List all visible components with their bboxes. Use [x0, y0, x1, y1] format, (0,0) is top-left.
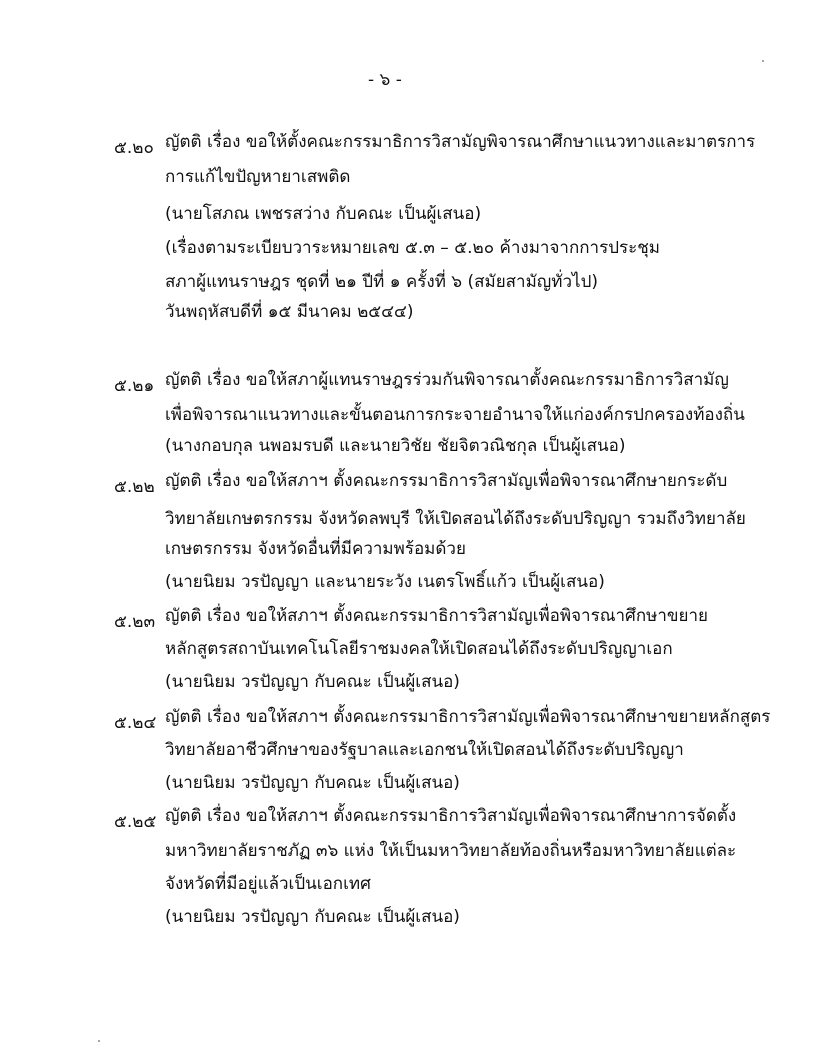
agenda-item-title: ญัตติ เรื่อง ขอให้สภาผู้แทนราษฎรร่วมกันพิจารณาตั้งคณะกรรมาธิการวิสามัญ	[165, 370, 729, 390]
agenda-item-title-cont: การแก้ไขปัญหายาเสพติด	[165, 167, 351, 187]
agenda-item-title: ญัตติ เรื่อง ขอให้สภาฯ ตั้งคณะกรรมาธิการวิสามัญเพื่อพิจารณาศึกษาการจัดตั้ง	[165, 806, 737, 826]
agenda-item-title: ญัตติ เรื่อง ขอให้สภาฯ ตั้งคณะกรรมาธิการวิสามัญเพื่อพิจารณาศึกษาขยาย	[165, 606, 708, 626]
agenda-item-number: ๕.๒๔	[114, 713, 157, 733]
agenda-item-title: ญัตติ เรื่อง ขอให้สภาฯ ตั้งคณะกรรมาธิการวิสามัญเพื่อพิจารณาศึกษาขยายหลักสูตร	[165, 707, 771, 727]
agenda-item-title-cont: วิทยาลัยเกษตรกรรม จังหวัดลพบุรี ให้เปิดสอนได้ถึงระดับปริญญา รวมถึงวิทยาลัย	[165, 509, 746, 529]
agenda-item-title-cont: หลักสูตรสถาบันเทคโนโลยีราชมงคลให้เปิดสอนได้ถึงระดับปริญญาเอก	[165, 639, 673, 659]
agenda-item-proposer: (นางกอบกุล นพอมรบดี และนายวิชัย ชัยจิตวณิชกุล เป็นผู้เสนอ)	[165, 436, 626, 456]
agenda-item-title-cont: มหาวิทยาลัยราชภัฏ ๓๖ แห่ง ให้เป็นมหาวิทยาลัยท้องถิ่นหรือมหาวิทยาลัยแต่ละ	[165, 841, 737, 861]
agenda-item-title-cont: จังหวัดที่มีอยู่แล้วเป็นเอกเทศ	[165, 874, 371, 894]
scan-speck	[98, 1040, 100, 1042]
agenda-item-proposer: (นายนิยม วรปัญญา และนายระวัง เนตรโพธิ์แก้ว เป็นผู้เสนอ)	[165, 572, 605, 592]
agenda-item-title: ญัตติ เรื่อง ขอให้ตั้งคณะกรรมาธิการวิสามัญพิจารณาศึกษาแนวทางและมาตรการ	[165, 132, 756, 152]
agenda-item-note: วันพฤหัสบดีที่ ๑๕ มีนาคม ๒๕๔๔)	[165, 302, 414, 322]
agenda-item-proposer: (นายโสภณ เพชรสว่าง กับคณะ เป็นผู้เสนอ)	[165, 204, 482, 224]
agenda-item-title-cont: เพื่อพิจารณาแนวทางและขั้นตอนการกระจายอำนาจให้แก่องค์กรปกครองท้องถิ่น	[165, 405, 745, 425]
page-number: - ๖ -	[368, 70, 402, 90]
agenda-item-number: ๕.๒๕	[114, 812, 157, 832]
scan-speck	[762, 60, 764, 62]
agenda-item-proposer: (นายนิยม วรปัญญา กับคณะ เป็นผู้เสนอ)	[165, 672, 460, 692]
agenda-item-number: ๕.๒๑	[114, 376, 155, 396]
agenda-item-title: ญัตติ เรื่อง ขอให้สภาฯ ตั้งคณะกรรมาธิการวิสามัญเพื่อพิจารณาศึกษายกระดับ	[165, 471, 728, 491]
agenda-item-note: สภาผู้แทนราษฎร ชุดที่ ๒๑ ปีที่ ๑ ครั้งที่ ๖ (สมัยสามัญทั่วไป)	[165, 272, 599, 292]
agenda-item-title-cont: เกษตรกรรม จังหวัดอื่นที่มีความพร้อมด้วย	[165, 539, 466, 559]
agenda-item-number: ๕.๒๐	[114, 138, 154, 158]
agenda-item-proposer: (นายนิยม วรปัญญา กับคณะ เป็นผู้เสนอ)	[165, 907, 460, 927]
agenda-item-note: (เรื่องตามระเบียบวาระหมายเลข ๕.๓ – ๕.๒๐ ค้างมาจากการประชุม	[165, 238, 661, 258]
agenda-item-number: ๕.๒๓	[114, 612, 156, 632]
agenda-item-title-cont: วิทยาลัยอาชีวศึกษาของรัฐบาลและเอกชนให้เปิดสอนได้ถึงระดับปริญญา	[165, 740, 684, 760]
agenda-item-proposer: (นายนิยม วรปัญญา กับคณะ เป็นผู้เสนอ)	[165, 773, 460, 793]
agenda-item-number: ๕.๒๒	[114, 477, 155, 497]
